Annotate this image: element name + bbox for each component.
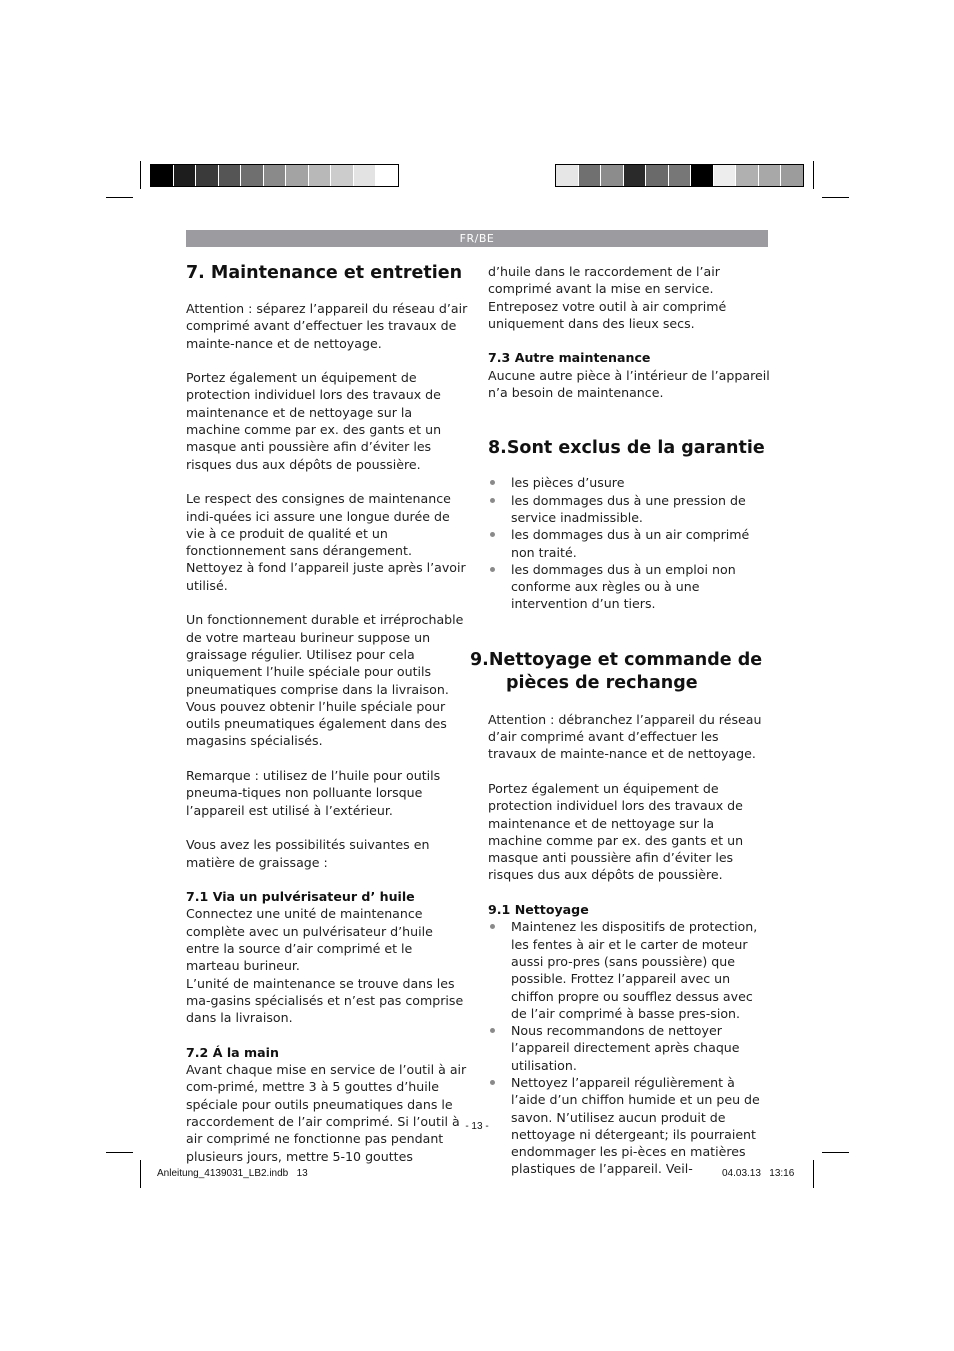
color-swatch [151,165,174,186]
color-swatch [376,165,398,186]
paragraph: Avant chaque mise en service de l’outil à air com-primé, mettre 3 à 5 gouttes d’huile spéciale pour outils pneumatiques dans le raccordement de l’air comprimé. Si l’outil à air comprimé ne fonctionne pas pendant plusieurs jours, mettre 5-10 gouttes [186,1062,467,1164]
color-swatch [781,165,803,186]
color-swatch [174,165,197,186]
color-swatch [331,165,354,186]
list-item: les dommages dus à un air comprimé non traité. [488,526,770,561]
bullet-list-warranty [488,474,770,612]
color-swatch [264,165,287,186]
crop-mark [822,1152,849,1153]
color-swatch [219,165,242,186]
page-number: - 13 - [465,1121,489,1132]
crop-mark [813,1160,814,1188]
subsection-heading-7-2: 7.2 Á la main [186,1044,279,1060]
crop-mark [813,161,814,189]
paragraph: Attention : séparez l’appareil du réseau d’air comprimé avant d’effectuer les travaux de mainte-nance et de nettoyage. [186,301,468,351]
color-swatch [759,165,782,186]
left-column [186,262,468,1165]
crop-mark [140,1160,141,1188]
color-swatch [309,165,332,186]
list-item: Nettoyez l’appareil régulièrement à l’aide d’un chiffon humide et un peu de savon. N’utilisez aucun produit de nettoyage ni détergeant; ils pourraient endommager les pi-èces en matières plastiques de l’appareil. Veil- [488,1074,770,1178]
list-item: les dommages dus à un emploi non conforme aux règles ou à une intervention d’un tiers. [488,561,770,613]
section-heading-7: 7. Maintenance et entretien [186,263,463,283]
paragraph: Attention : débranchez l’appareil du réseau d’air comprimé avant d’effectuer les travaux de mainte-nance et de nettoyage. [488,711,762,762]
print-date: 04.03.13 13:16 [722,1168,795,1179]
section-heading-9: 9.Nettoyage et commande de pièces de rechange [470,649,763,693]
paragraph: d’huile dans le raccordement de l’air comprimé avant la mise en service. Entreposez votre outil à air comprimé uniquement dans des lieux secs. [488,264,727,331]
section-heading-8: 8.Sont exclus de la garantie [488,438,765,459]
bullet-list-cleaning [488,918,770,1177]
paragraph: Le respect des consignes de maintenance indi-quées ici assure une longue durée de vie à ce produit de qualité et un fonctionnement sans dérangement. [186,491,451,559]
crop-mark [822,197,849,198]
list-item: les pièces d’usure [488,474,770,491]
color-swatch [736,165,759,186]
color-swatch [241,165,264,186]
color-swatch [646,165,669,186]
list-item: Maintenez les dispositifs de protection, les fentes à air et le carter de moteur aussi pro-pres (sans poussière) que possible. Frottez l’appareil avec un chiffon propre ou soufflez dessus avec de l’air comprimé à basse pres-sion. [488,918,770,1022]
color-swatch [669,165,692,186]
list-item: Nous recommandons de nettoyer l’appareil directement après chaque utilisation. [488,1022,770,1074]
color-swatch [624,165,647,186]
color-bar-left [150,164,399,187]
paragraph: Portez également un équipement de protection individuel lors des travaux de maintenance et de nettoyage sur la machine comme par ex. des gants et un masque anti poussière afin d’éviter les risques dus aux dépôts de poussière. [488,780,744,883]
paragraph: Un fonctionnement durable et irréprochable de votre marteau burineur suppose un graissage régulier. Utilisez pour cela uniquement l’huile spéciale pour outils pneumatiques comprise dans la livraison. Vous pouvez obtenir l’huile spéciale pour outils pneumatiques également dans des magasins spécialisés. [186,612,464,749]
crop-mark [106,197,133,198]
color-swatch [354,165,377,186]
subsection-heading-9-1: 9.1 Nettoyage [488,902,589,918]
color-swatch [714,165,737,186]
color-swatch [556,165,579,186]
paragraph: Portez également un équipement de protection individuel lors des travaux de maintenance et de nettoyage sur la machine comme par ex. des gants et un masque anti poussière afin d’éviter les risques dus aux dépôts de poussière. [186,370,442,472]
language-header: FR/BE [186,230,768,247]
paragraph: Vous avez les possibilités suivantes en matière de graissage : [186,837,430,870]
crop-mark [140,161,141,189]
paragraph: L’unité de maintenance se trouve dans les ma-gasins spécialisés et n’est pas comprise dans la livraison. [186,975,464,1026]
paragraph: Remarque : utilisez de l’huile pour outils pneuma-tiques non polluante lorsque l’appareil est utilisé à l’extérieur. [186,768,441,818]
color-swatch [286,165,309,186]
color-swatch [691,165,714,186]
subsection-heading-7-1: 7.1 Via un pulvérisateur d’ huile [186,889,415,905]
color-bar-right [555,164,804,187]
subsection-heading-7-3: 7.3 Autre maintenance [488,350,651,366]
file-info: Anleitung_4139031_LB2.indb 13 [157,1168,308,1179]
paragraph: Nettoyez à fond l’appareil juste après l’avoir utilisé. [186,560,466,593]
color-swatch [579,165,602,186]
paragraph: Connectez une unité de maintenance complète avec un pulvérisateur d’huile entre la source d’air comprimé et le marteau burineur. [186,906,433,974]
list-item: les dommages dus à une pression de service inadmissible. [488,492,770,527]
crop-mark [106,1152,133,1153]
paragraph: Aucune autre pièce à l’intérieur de l’appareil n’a besoin de maintenance. [488,367,770,401]
color-swatch [601,165,624,186]
color-swatch [196,165,219,186]
